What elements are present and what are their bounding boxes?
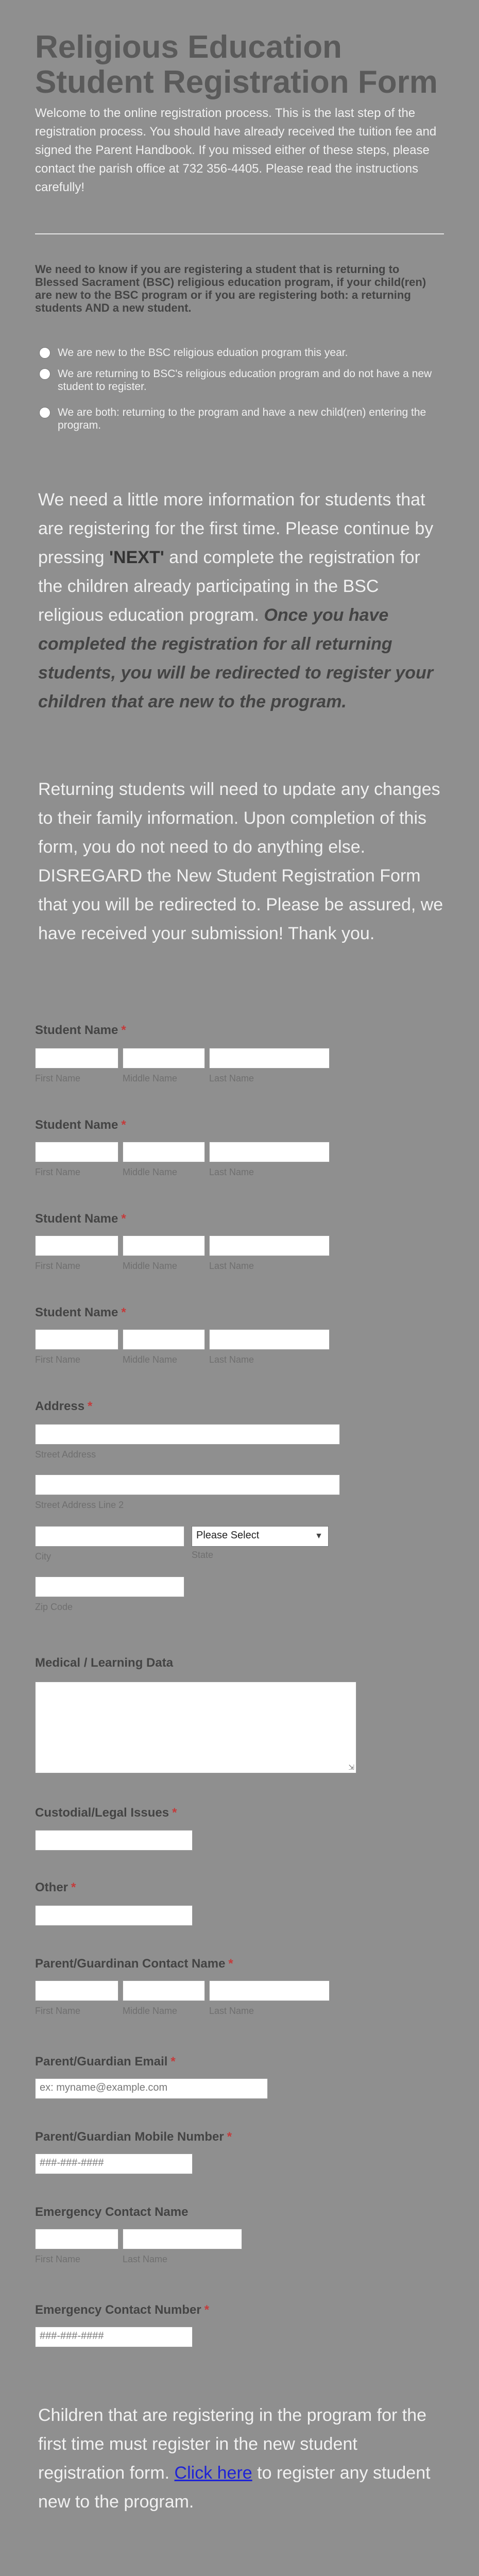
field-label <box>35 1212 126 1226</box>
street-address-sublabel: Street Address <box>35 1449 96 1460</box>
info-paragraph-returning <box>38 485 445 716</box>
field-label <box>35 1118 126 1132</box>
first-name-sublabel: First Name <box>35 2006 81 2016</box>
last-name-sublabel: Last Name <box>209 1073 254 1083</box>
state-select[interactable] <box>192 1526 329 1547</box>
label-text: Student Name <box>35 1118 118 1132</box>
guardian-email-label <box>35 2055 176 2069</box>
label-text: Student Name <box>35 1212 118 1226</box>
guardian-name-label <box>35 1957 233 1971</box>
middle-name-sublabel: Middle Name <box>123 1073 178 1083</box>
required-mark: * <box>170 2055 176 2069</box>
first-name-input[interactable] <box>35 1142 118 1162</box>
emergency-name-label: Emergency Contact Name <box>35 2205 189 2219</box>
radio-button[interactable] <box>39 368 50 380</box>
required-mark: * <box>71 1880 76 1894</box>
other-input[interactable] <box>35 1905 193 1926</box>
middle-name-input[interactable] <box>123 1329 205 1350</box>
form-title: Religious Education Student Registration Form <box>35 29 438 100</box>
last-name-sublabel: Last Name <box>209 1354 254 1365</box>
radio-button[interactable] <box>39 407 50 418</box>
required-mark: * <box>228 1957 233 1971</box>
label-text: Student Name <box>35 1023 118 1037</box>
label-text: Custodial/Legal Issues <box>35 1806 169 1820</box>
guardian-mobile-label <box>35 2130 232 2144</box>
middle-name-input[interactable] <box>123 1048 205 1069</box>
required-mark: * <box>121 1023 126 1037</box>
field-label <box>35 1306 126 1320</box>
required-mark: * <box>172 1806 177 1820</box>
radio-option-label: We are returning to BSC's religious education program and do not have a new student to register. <box>58 368 432 393</box>
radio-option-returning[interactable] <box>39 367 439 393</box>
new-student-registration-link[interactable]: Click here <box>174 2463 252 2483</box>
middle-name-input[interactable] <box>123 1142 205 1162</box>
radio-option-label: We are both: returning to the program and have a new child(ren) entering the program. <box>58 406 426 431</box>
radio-option-label: We are new to the BSC religious eduation program this year. <box>58 347 348 359</box>
required-mark: * <box>121 1212 126 1226</box>
last-name-sublabel: Last Name <box>209 2006 254 2016</box>
info-paragraph-update: Returning students will need to update any changes to their family information. Upon completion of this form, you do not need to do anything else. DISREGARD the New Student Registration Form that you will be redirected to. Please be assured, we have received your submission! Thank you. <box>38 779 443 943</box>
chevron-down-icon: ▼ <box>315 1532 323 1540</box>
medical-label: Medical / Learning Data <box>35 1656 174 1670</box>
label-text: Other <box>35 1880 69 1894</box>
label-text: Parent/Guardian Email <box>35 2055 168 2069</box>
form-intro: Welcome to the online registration process. This is the last step of the registration process. You should have already received the tuition fee and signed the Parent Handbook. If you missed either of these steps, please contact the parish office at 732 356-4405. Please read the instructions carefully! <box>35 106 437 194</box>
first-name-input[interactable] <box>35 1235 118 1256</box>
radio-option-both[interactable] <box>39 406 439 432</box>
middle-name-sublabel: Middle Name <box>123 1261 178 1271</box>
label-text: Address <box>35 1399 85 1413</box>
street-address-2-sublabel: Street Address Line 2 <box>35 1500 124 1510</box>
middle-name-sublabel: Middle Name <box>123 1167 178 1177</box>
last-name-input[interactable] <box>209 1142 330 1162</box>
guardian-email-input[interactable]: ex: myname@example.com <box>35 2078 268 2099</box>
last-name-sublabel: Last Name <box>209 1167 254 1177</box>
info-text: and complete the registration for the children already participating in the BSC religious education program. <box>38 548 420 625</box>
registration-type-question: We need to know if you are registering a student that is returning to Blessed Sacrament (BSC) religious education program, if your child(ren) are new to the BSC program or if you are registering both: a returning students AND a new student. <box>35 263 426 314</box>
first-name-sublabel: First Name <box>35 2254 81 2264</box>
middle-name-sublabel: Middle Name <box>123 1354 178 1365</box>
last-name-sublabel: Last Name <box>209 1261 254 1271</box>
medical-textarea[interactable] <box>35 1682 356 1773</box>
resize-grip-icon[interactable]: ⇲ <box>348 1763 354 1771</box>
info-text: Children that are registering in the program for the first time must register in the new student registration form. <box>38 2405 427 2483</box>
label-text: Parent/Guardian Mobile Number <box>35 2130 224 2144</box>
emergency-number-input[interactable]: ###-###-#### <box>35 2327 193 2347</box>
label-text: Student Name <box>35 1306 118 1319</box>
label-text: Emergency Contact Number <box>35 2303 201 2317</box>
guardian-middle-name-input[interactable] <box>123 1980 205 2001</box>
address-label <box>35 1399 92 1414</box>
last-name-input[interactable] <box>209 1048 330 1069</box>
field-label <box>35 1023 126 1038</box>
first-name-input[interactable] <box>35 1048 118 1069</box>
guardian-first-name-input[interactable] <box>35 1980 118 2001</box>
zip-code-input[interactable] <box>35 1577 184 1597</box>
state-sublabel: State <box>192 1550 214 1560</box>
emergency-first-name-input[interactable] <box>35 2229 118 2249</box>
info-text: We need a little more information for students that are registering for the first time. Please continue by pressing <box>38 490 434 567</box>
info-emphasis: Once you have completed the registration for all returning students, you will be redirected to register your children that are new to the program. <box>38 605 434 711</box>
first-name-sublabel: First Name <box>35 1261 81 1271</box>
new-student-paragraph <box>38 2401 445 2516</box>
required-mark: * <box>121 1306 126 1319</box>
zip-code-sublabel: Zip Code <box>35 1602 73 1612</box>
info-text: to register any student new to the program. <box>38 2463 431 2512</box>
custodial-label <box>35 1806 177 1820</box>
label-text: Parent/Guardinan Contact Name <box>35 1957 226 1971</box>
header-divider <box>35 233 444 234</box>
guardian-last-name-input[interactable] <box>209 1980 330 2001</box>
last-name-input[interactable] <box>209 1329 330 1350</box>
emergency-last-name-input[interactable] <box>123 2229 242 2249</box>
required-mark: * <box>204 2303 210 2317</box>
middle-name-sublabel: Middle Name <box>123 2006 178 2016</box>
radio-button[interactable] <box>39 347 50 359</box>
last-name-sublabel: Last Name <box>123 2254 168 2264</box>
city-input[interactable] <box>35 1526 184 1547</box>
required-mark: * <box>88 1399 93 1413</box>
required-mark: * <box>121 1118 126 1132</box>
last-name-input[interactable] <box>209 1235 330 1256</box>
first-name-sublabel: First Name <box>35 1073 81 1083</box>
other-label <box>35 1880 76 1895</box>
custodial-input[interactable] <box>35 1830 193 1851</box>
next-keyword: 'NEXT' <box>109 548 164 567</box>
required-mark: * <box>227 2130 232 2144</box>
middle-name-input[interactable] <box>123 1235 205 1256</box>
city-sublabel: City <box>35 1551 51 1562</box>
guardian-mobile-input[interactable]: ###-###-#### <box>35 2154 193 2174</box>
first-name-sublabel: First Name <box>35 1354 81 1365</box>
radio-option-new[interactable] <box>39 346 439 359</box>
emergency-number-label <box>35 2303 209 2317</box>
closing-paragraph <box>38 2573 445 2576</box>
street-address-2-input[interactable] <box>35 1475 340 1495</box>
street-address-input[interactable] <box>35 1424 340 1445</box>
state-select-value: Please Select <box>196 1530 260 1541</box>
first-name-sublabel: First Name <box>35 1167 81 1177</box>
first-name-input[interactable] <box>35 1329 118 1350</box>
